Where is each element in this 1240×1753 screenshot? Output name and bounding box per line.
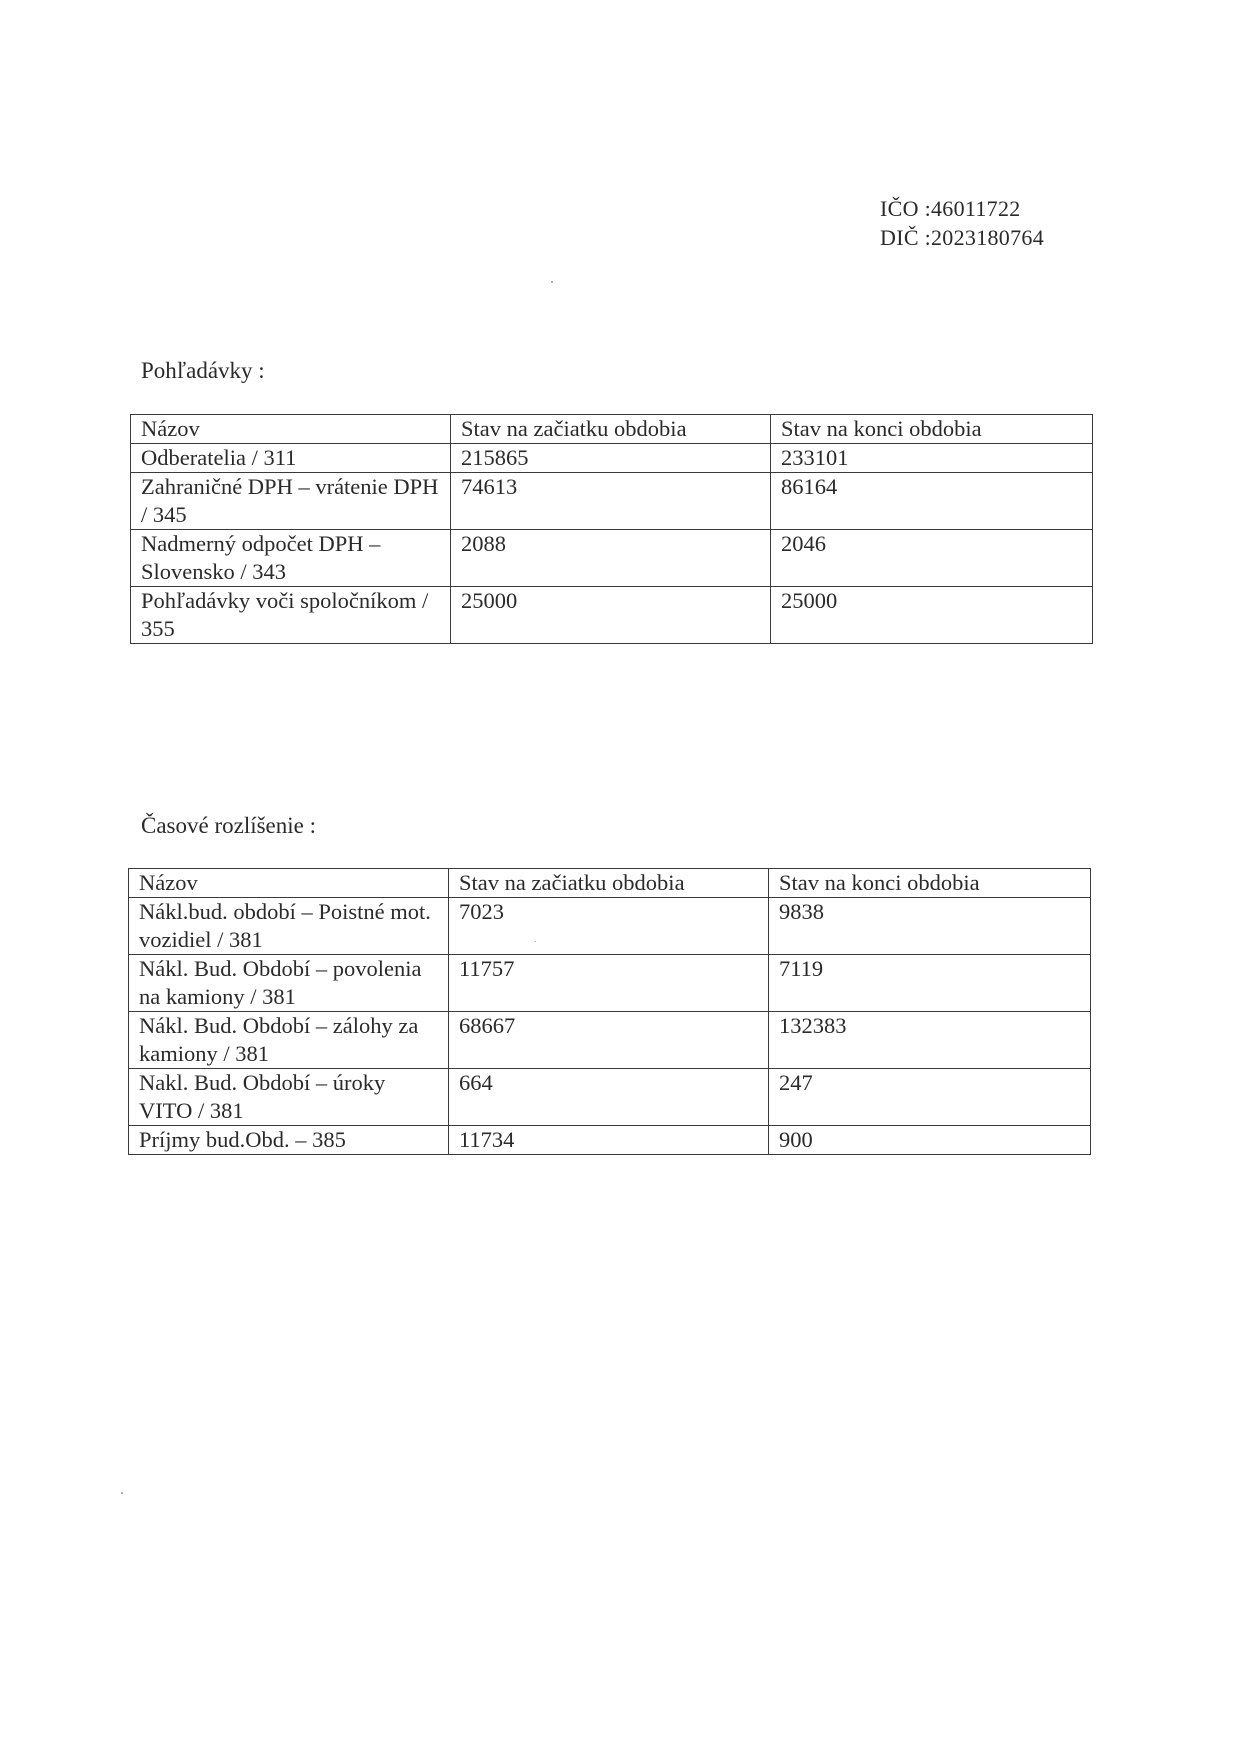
row-end-value: 900 <box>769 1126 1091 1155</box>
row-name: Pohľadávky voči spoločníkom / 355 <box>131 587 451 644</box>
column-header-start: Stav na začiatku obdobia <box>451 415 771 444</box>
scan-speck <box>535 941 536 942</box>
scan-speck <box>121 1492 123 1494</box>
row-start-value: 2088 <box>451 530 771 587</box>
row-end-value: 86164 <box>771 473 1093 530</box>
column-header-name: Názov <box>131 415 451 444</box>
row-end-value: 247 <box>769 1069 1091 1126</box>
row-name: Nadmerný odpočet DPH – Slovensko / 343 <box>131 530 451 587</box>
row-end-value: 233101 <box>771 444 1093 473</box>
table-row <box>131 587 1093 644</box>
row-start-value: 25000 <box>451 587 771 644</box>
accruals-title: Časové rozlíšenie : <box>141 813 317 838</box>
row-start-value: 74613 <box>451 473 771 530</box>
receivables-title: Pohľadávky : <box>141 358 265 383</box>
company-ids <box>880 194 1044 252</box>
row-start-value: 11757 <box>449 955 769 1012</box>
row-start-value: 7023 <box>449 898 769 955</box>
row-end-value: 9838 <box>769 898 1091 955</box>
row-name: Zahraničné DPH – vrátenie DPH / 345 <box>131 473 451 530</box>
row-start-value: 664 <box>449 1069 769 1126</box>
dic-number: DIČ :2023180764 <box>880 225 1044 250</box>
ico-number: IČO :46011722 <box>880 196 1021 221</box>
receivables-table <box>130 414 1093 644</box>
column-header-end: Stav na konci obdobia <box>769 869 1091 898</box>
row-start-value: 11734 <box>449 1126 769 1155</box>
table-header-row <box>131 415 1093 444</box>
row-name: Nákl.bud. období – Poistné mot. vozidiel / 381 <box>129 898 449 955</box>
table-row <box>131 530 1093 587</box>
column-header-name: Názov <box>129 869 449 898</box>
row-end-value: 25000 <box>771 587 1093 644</box>
row-name: Nakl. Bud. Období – úroky VITO / 381 <box>129 1069 449 1126</box>
table-row <box>129 1069 1091 1126</box>
table-row <box>129 1126 1091 1155</box>
table-header-row <box>129 869 1091 898</box>
table-row <box>129 1012 1091 1069</box>
row-end-value: 7119 <box>769 955 1091 1012</box>
column-header-end: Stav na konci obdobia <box>771 415 1093 444</box>
row-end-value: 2046 <box>771 530 1093 587</box>
table-row <box>131 473 1093 530</box>
row-start-value: 68667 <box>449 1012 769 1069</box>
row-name: Nákl. Bud. Období – zálohy za kamiony / 381 <box>129 1012 449 1069</box>
row-name: Nákl. Bud. Období – povolenia na kamiony / 381 <box>129 955 449 1012</box>
table-row <box>131 444 1093 473</box>
row-start-value: 215865 <box>451 444 771 473</box>
scan-speck <box>551 281 553 283</box>
column-header-start: Stav na začiatku obdobia <box>449 869 769 898</box>
accruals-table <box>128 868 1091 1155</box>
table-row <box>129 898 1091 955</box>
table-row <box>129 955 1091 1012</box>
row-name: Odberatelia / 311 <box>131 444 451 473</box>
row-end-value: 132383 <box>769 1012 1091 1069</box>
row-name: Príjmy bud.Obd. – 385 <box>129 1126 449 1155</box>
